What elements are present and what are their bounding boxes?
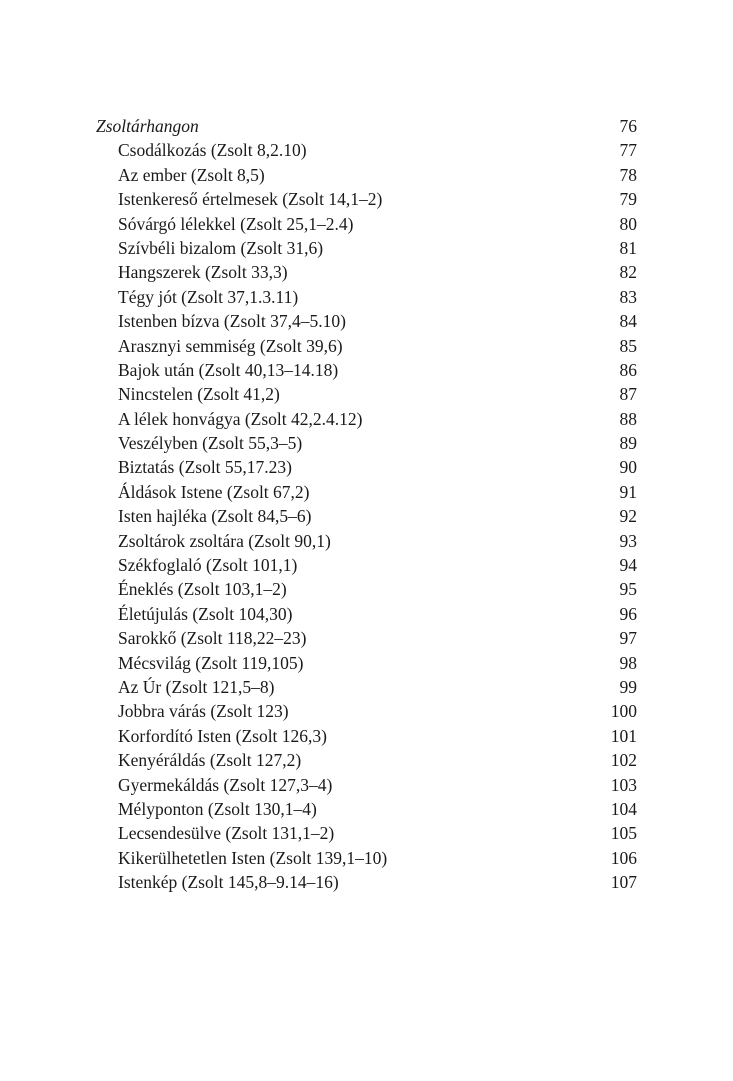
- toc-entry-title: Sarokkő (Zsolt 118,22–23): [118, 628, 307, 649]
- toc-entry-row: [96, 480, 637, 504]
- toc-entry-page-number: 87: [619, 384, 637, 405]
- toc-entry-row: [96, 821, 637, 845]
- toc-entry-page-number: 79: [619, 189, 637, 210]
- toc-entry-page-number: 101: [610, 725, 637, 746]
- toc-entry-row: [96, 773, 637, 797]
- toc-entry-row: [96, 309, 637, 333]
- toc-entry-page-number: 85: [619, 335, 637, 356]
- toc-entry-row: [96, 407, 637, 431]
- toc-entry-title: Tégy jót (Zsolt 37,1.3.11): [118, 286, 299, 307]
- toc-entry-title: Mélyponton (Zsolt 130,1–4): [118, 798, 317, 819]
- toc-entry-row: [96, 455, 637, 479]
- toc-entry-page-number: 81: [619, 237, 637, 258]
- toc-entry-page-number: 90: [619, 457, 637, 478]
- toc-entry-title: Nincstelen (Zsolt 41,2): [118, 384, 280, 405]
- toc-entry-row: [96, 431, 637, 455]
- toc-entry-title: A lélek honvágya (Zsolt 42,2.4.12): [118, 408, 363, 429]
- toc-entry-row: [96, 724, 637, 748]
- toc-entry-page-number: 88: [619, 408, 637, 429]
- toc-entry-page-number: 93: [619, 530, 637, 551]
- toc-entry-page-number: 89: [619, 433, 637, 454]
- toc-entry-title: Hangszerek (Zsolt 33,3): [118, 262, 288, 283]
- toc-entry-page-number: 94: [619, 555, 637, 576]
- toc-entry-page-number: 105: [610, 823, 637, 844]
- toc-entry-title: Az ember (Zsolt 8,5): [118, 164, 265, 185]
- toc-entry-title: Jobbra várás (Zsolt 123): [118, 701, 289, 722]
- toc-entry-title: Kikerülhetetlen Isten (Zsolt 139,1–10): [118, 847, 388, 868]
- toc-entry-row: [96, 651, 637, 675]
- toc-entry-page-number: 102: [610, 750, 637, 771]
- table-of-contents: [96, 114, 637, 895]
- toc-entry-row: [96, 236, 637, 260]
- toc-entry-page-number: 99: [619, 676, 637, 697]
- toc-entry-title: Az Úr (Zsolt 121,5–8): [118, 676, 275, 697]
- toc-entry-page-number: 84: [619, 311, 637, 332]
- toc-entry-title: Kenyéráldás (Zsolt 127,2): [118, 750, 302, 771]
- toc-entry-row: [96, 187, 637, 211]
- toc-entry-title: Zsoltárok zsoltára (Zsolt 90,1): [118, 530, 331, 551]
- toc-entry-row: [96, 870, 637, 894]
- toc-entry-page-number: 83: [619, 286, 637, 307]
- toc-entry-title: Istenkereső értelmesek (Zsolt 14,1–2): [118, 189, 383, 210]
- toc-entry-row: [96, 285, 637, 309]
- toc-entry-page-number: 95: [619, 579, 637, 600]
- toc-entry-row: [96, 553, 637, 577]
- toc-entry-row: [96, 358, 637, 382]
- toc-entry-row: [96, 163, 637, 187]
- toc-entry-row: [96, 577, 637, 601]
- toc-entry-row: [96, 138, 637, 162]
- toc-entry-title: Lecsendesülve (Zsolt 131,1–2): [118, 823, 335, 844]
- toc-entry-page-number: 82: [619, 262, 637, 283]
- toc-entry-title: Szívbéli bizalom (Zsolt 31,6): [118, 237, 324, 258]
- toc-entry-title: Biztatás (Zsolt 55,17.23): [118, 457, 293, 478]
- toc-entry-title: Sóvárgó lélekkel (Zsolt 25,1–2.4): [118, 213, 354, 234]
- toc-entry-row: [96, 846, 637, 870]
- toc-entry-page-number: 103: [610, 774, 637, 795]
- toc-entry-title: Székfoglaló (Zsolt 101,1): [118, 555, 298, 576]
- toc-entry-row: [96, 504, 637, 528]
- toc-entry-page-number: 78: [619, 164, 637, 185]
- toc-entry-page-number: 104: [610, 798, 637, 819]
- toc-entry-row: [96, 529, 637, 553]
- toc-entry-row: [96, 748, 637, 772]
- toc-entry-row: [96, 797, 637, 821]
- toc-entry-row: [96, 602, 637, 626]
- toc-entry-row: [96, 675, 637, 699]
- toc-entry-page-number: 97: [619, 628, 637, 649]
- toc-entry-page-number: 100: [610, 701, 637, 722]
- toc-entry-page-number: 77: [619, 140, 637, 161]
- toc-entry-title: Korfordító Isten (Zsolt 126,3): [118, 725, 327, 746]
- toc-entry-row: [96, 260, 637, 284]
- toc-entry-row: [96, 699, 637, 723]
- toc-entry-page-number: 106: [610, 847, 637, 868]
- toc-entry-title: Arasznyi semmiség (Zsolt 39,6): [118, 335, 343, 356]
- toc-entry-title: Éneklés (Zsolt 103,1–2): [118, 579, 287, 600]
- toc-entry-title: Mécsvilág (Zsolt 119,105): [118, 652, 304, 673]
- section-page-number: 76: [619, 116, 637, 136]
- toc-entry-page-number: 80: [619, 213, 637, 234]
- toc-entry-page-number: 96: [619, 603, 637, 624]
- toc-entry-list: [96, 138, 637, 894]
- toc-entry-page-number: 92: [619, 506, 637, 527]
- toc-entry-title: Bajok után (Zsolt 40,13–14.18): [118, 359, 339, 380]
- toc-entry-title: Gyermekáldás (Zsolt 127,3–4): [118, 774, 333, 795]
- toc-entry-page-number: 86: [619, 359, 637, 380]
- toc-entry-title: Életújulás (Zsolt 104,30): [118, 603, 293, 624]
- toc-entry-page-number: 107: [610, 872, 637, 893]
- toc-entry-title: Csodálkozás (Zsolt 8,2.10): [118, 140, 307, 161]
- toc-entry-title: Istenben bízva (Zsolt 37,4–5.10): [118, 311, 346, 332]
- section-title: Zsoltárhangon: [96, 116, 199, 136]
- toc-entry-row: [96, 626, 637, 650]
- toc-section-row: [96, 114, 637, 138]
- toc-entry-page-number: 91: [619, 481, 637, 502]
- toc-entry-title: Istenkép (Zsolt 145,8–9.14–16): [118, 872, 339, 893]
- toc-entry-title: Isten hajléka (Zsolt 84,5–6): [118, 506, 312, 527]
- toc-entry-title: Áldások Istene (Zsolt 67,2): [118, 481, 310, 502]
- toc-entry-row: [96, 382, 637, 406]
- toc-entry-page-number: 98: [619, 652, 637, 673]
- toc-entry-title: Veszélyben (Zsolt 55,3–5): [118, 433, 303, 454]
- toc-entry-row: [96, 212, 637, 236]
- toc-entry-row: [96, 334, 637, 358]
